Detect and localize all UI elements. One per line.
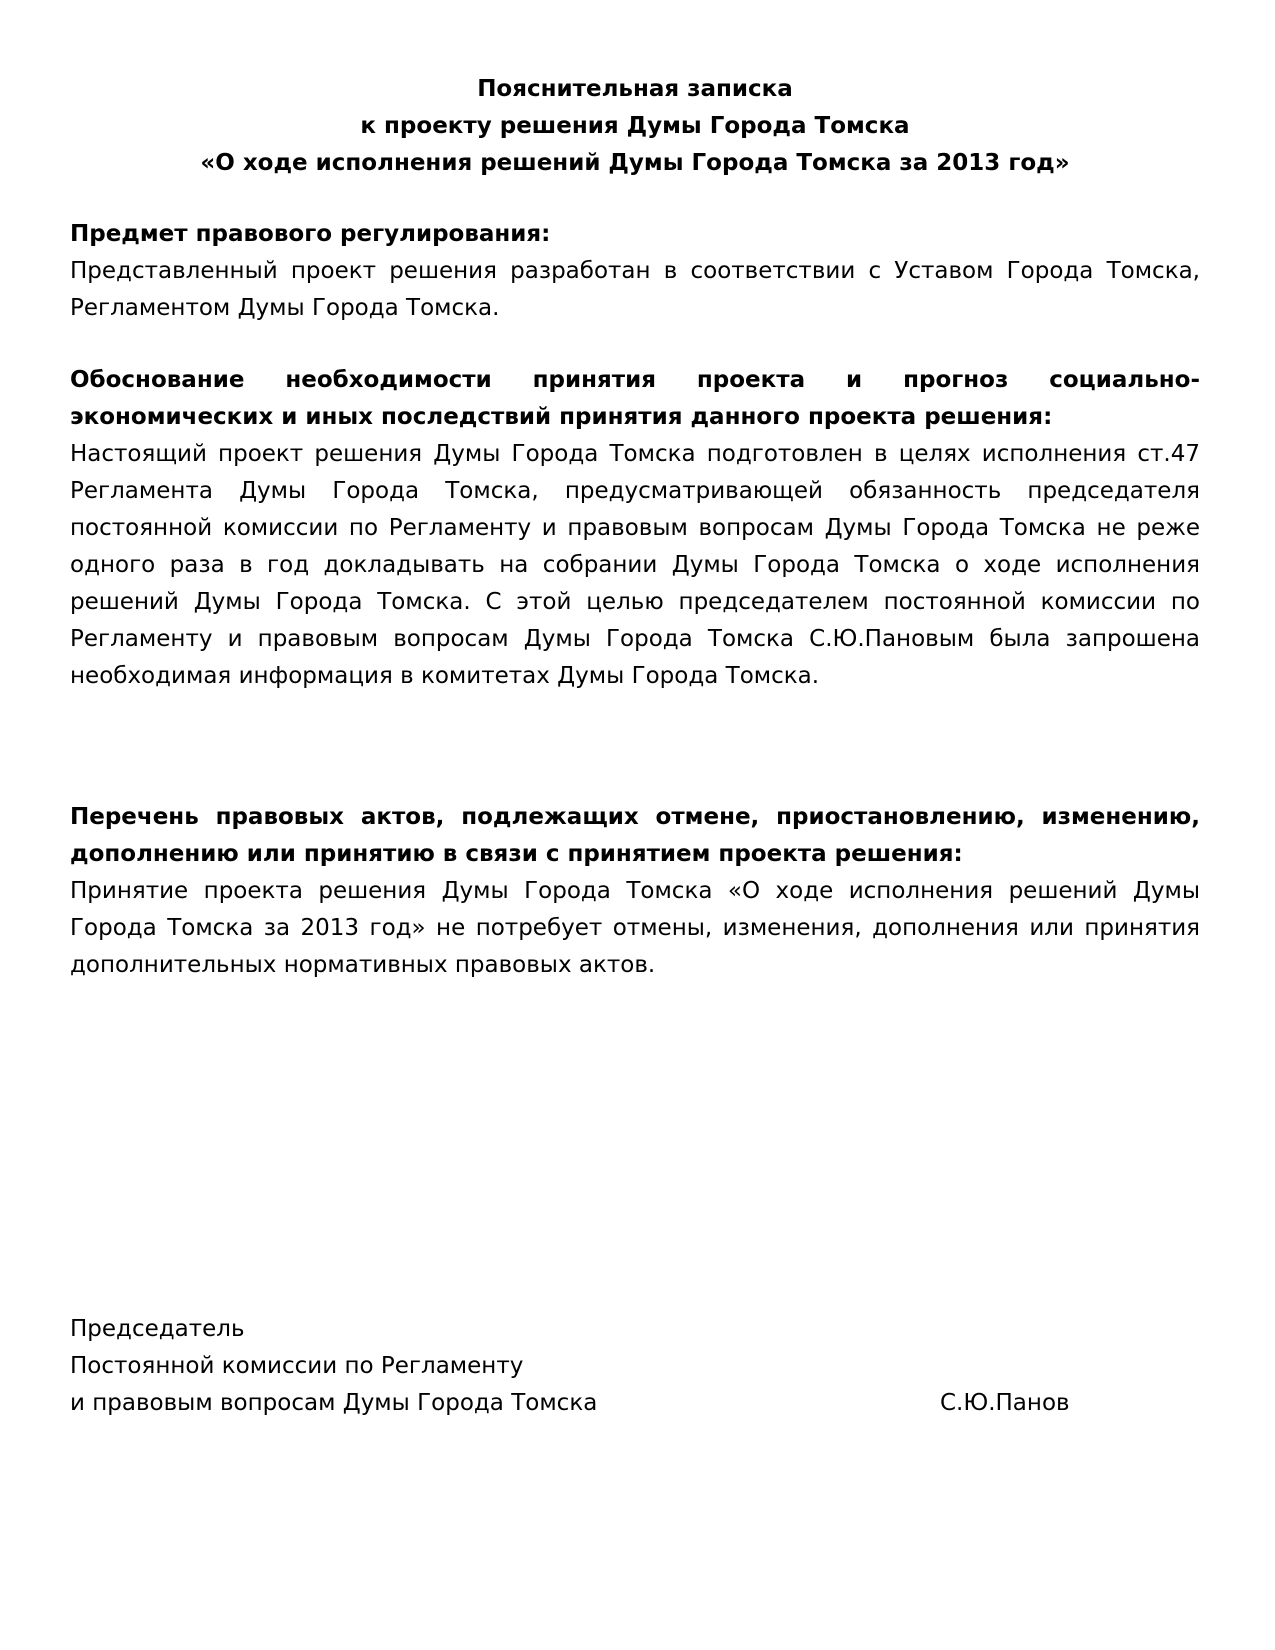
section-legal-acts-list [70,799,1200,984]
section-text: Принятие проекта решения Думы Города Томска «О ходе исполнения решений Думы Города Томска за 2013 год» не потребует отмены, изменения, дополнения или принятия дополнительных нормативных правовых актов. [70,878,1200,978]
section-heading: Обоснование необходимости принятия проекта и прогноз социально-экономических и иных последствий принятия данного проекта решения: [70,367,1200,430]
signatory-name: С.Ю.Панов [940,1390,1070,1416]
title-line-1: Пояснительная записка [477,76,793,102]
signature-position-line-3: и правовым вопросам Думы Города Томска [70,1390,598,1416]
section-heading: Предмет правового регулирования: [70,221,551,247]
section-regulation-subject [70,216,1200,327]
signature-position-line-1: Председатель [70,1316,245,1342]
section-text: Представленный проект решения разработан в соответствии с Уставом Города Томска, Регламентом Думы Города Томска. [70,258,1200,321]
document-title [70,71,1200,182]
section-justification [70,362,1200,695]
section-text: Настоящий проект решения Думы Города Томска подготовлен в целях исполнения ст.47 Регламента Думы Города Томска, предусматривающей обязанность председателя постоянной комиссии по Регламенту и правовым вопросам Думы Города Томска не реже одного раза в год докладывать на собрании Думы Города Томска о ходе исполнения решений Думы Города Томска. С этой целью председателем постоянной комиссии по Регламенту и правовым вопросам Думы Города Томска С.Ю.Пановым была запрошена необходимая информация в комитетах Думы Города Томска. [70,441,1200,689]
section-heading: Перечень правовых актов, подлежащих отмене, приостановлению, изменению, дополнению или принятию в связи с принятием проекта решения: [70,804,1200,867]
title-line-2: к проекту решения Думы Города Томска [360,113,910,139]
signature-position-line-2: Постоянной комиссии по Регламенту [70,1353,524,1379]
signature-block [70,1311,1200,1422]
title-line-3: «О ходе исполнения решений Думы Города Томска за 2013 год» [200,150,1070,176]
